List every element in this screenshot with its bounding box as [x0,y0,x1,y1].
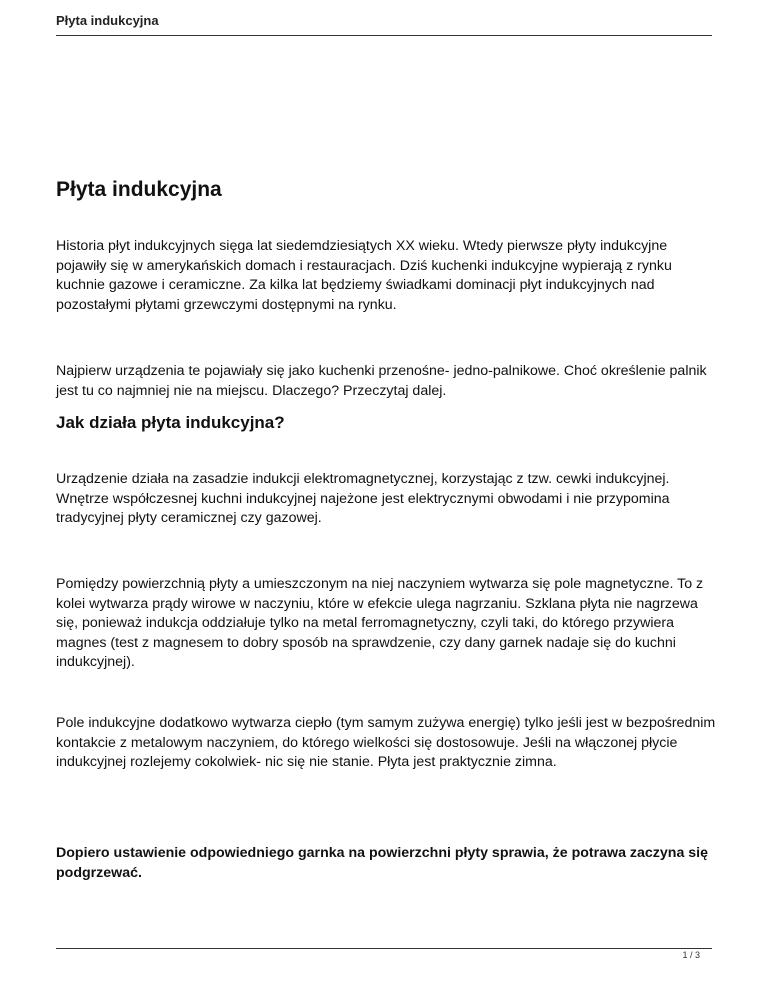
paragraph-conclusion: Dopiero ustawienie odpowiedniego garnka na powierzchni płyty sprawia, że potrawa zaczyna się podgrzewać. [56,845,708,881]
header-divider [56,35,712,36]
footer-divider [56,948,712,949]
paragraph-history: Historia płyt indukcyjnych sięga lat siedemdziesiątych XX wieku. Wtedy pierwsze płyty indukcyjne pojawiły się w amerykańskich domach i restauracjach. Dziś kuchenki indukcyjne wypierają z rynku kuchnie gazowe i ceramiczne. Za kilka lat będziemy świadkami dominacji płyt indukcyjnych nad pozostałymi płytami grzewczymi dostępnymi na rynku. [56,238,672,313]
paragraph-heat: Pole indukcyjne dodatkowo wytwarza ciepło (tym samym zużywa energię) tylko jeśli jest w bezpośrednim kontakcie z metalowym naczyniem, do którego wielkości się dostosowuje. Jeśli na włączonej płycie indukcyjnej rozlejemy cokolwiek- nic się nie stanie. Płyta jest praktycznie zimna. [56,715,716,770]
paragraph-principle: Urządzenie działa na zasadzie indukcji elektromagnetycznej, korzystając z tzw. cewki indukcyjnej. Wnętrze współczesnej kuchni indukcyjnej najeżone jest elektrycznymi obwodami i nie przypomina tradycyjnej płyty ceramicznej czy gazowej. [56,471,670,526]
running-header: Płyta indukcyjna [56,13,159,28]
page-number: 1 / 3 [682,950,700,960]
section-heading: Jak działa płyta indukcyjna? [56,413,285,432]
paragraph-magnetic-field: Pomiędzy powierzchnią płyty a umieszczonym na niej naczyniem wytwarza się pole magnetyczne. To z kolei wytwarza prądy wirowe w naczyniu, które w efekcie ulega nagrzaniu. Szklana płyta nie nagrzewa się, ponieważ indukcja oddziałuje tylko na metal ferromagnetyczny, czyli taki, do którego przywiera magnes (test z magnesem to dobry sposób na sprawdzenie, czy dany garnek nadaje się do kuchni indukcyjnej). [56,576,704,670]
paragraph-portable: Najpierw urządzenia te pojawiały się jako kuchenki przenośne- jedno-palnikowe. Choć określenie palnik jest tu co najmniej nie na miejscu. Dlaczego? Przeczytaj dalej. [56,363,707,399]
article-title: Płyta indukcyjna [56,178,222,201]
